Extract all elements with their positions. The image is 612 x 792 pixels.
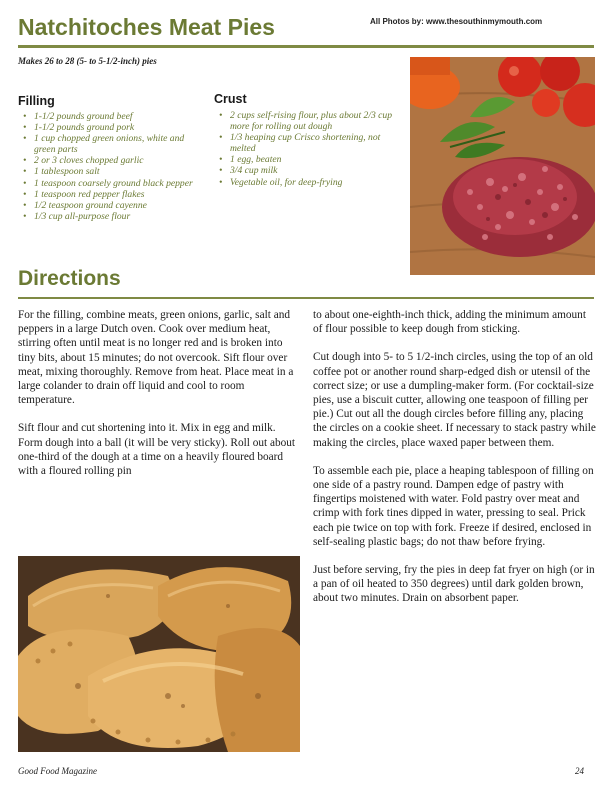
list-item: • 1/3 cup all-purpose flour xyxy=(20,211,200,222)
filling-heading: Filling xyxy=(18,94,55,108)
crust-heading: Crust xyxy=(214,92,247,106)
directions-right-column xyxy=(313,308,597,620)
directions-paragraph: Just before serving, fry the pies in deep fat fryer on high (or in a pan of oil heated to 350 degrees) until dark golden brown, about two minutes. Drain on absorbent paper. xyxy=(313,564,595,605)
filling-list xyxy=(20,111,200,222)
ground-meat-illustration xyxy=(410,57,595,275)
page-title: Natchitoches Meat Pies xyxy=(18,14,275,40)
list-item: • 1 tablespoon salt xyxy=(20,166,200,177)
directions-paragraph: For the filling, combine meats, green onions, garlic, salt and peppers in a large Dutch oven. Cook over medium heat, stirring often until meat is no longer red and is broken into tiny bits, about 15 minutes; do not overcook. Sift flour over meat, mixing thoroughly. Remove from heat. Place meat in a large colander to drain off liquid and cool to room temperature. xyxy=(18,309,294,407)
list-item: • 1-1/2 pounds ground beef xyxy=(20,111,200,122)
directions-heading: Directions xyxy=(18,267,121,290)
header-divider xyxy=(18,45,594,48)
list-item: • 2 cups self-rising flour, plus about 2/3 cup more for rolling out dough xyxy=(216,110,404,132)
crust-list xyxy=(216,110,404,188)
list-item: • 2 or 3 cloves chopped garlic xyxy=(20,155,200,166)
publication-name: Good Food Magazine xyxy=(18,766,97,776)
directions-paragraph: to about one-eighth-inch thick, adding the minimum amount of flour possible to keep dough from sticking. xyxy=(313,309,586,336)
directions-paragraph: Cut dough into 5- to 5 1/2-inch circles, using the top of an old coffee pot or another round sharp-edged dish or utensil of the correct size; or use a dumpling-maker form. (For cocktail-size pies, use a biscuit cutter, allowing one teaspoon of filling per pie.) Cut out all the dough circles before filling any, placing the circles on a cookie sheet. If necessary to stack pastry while making the circles, place waxed paper between them. xyxy=(313,351,596,449)
directions-left-column xyxy=(18,308,300,492)
meat-pies-photo xyxy=(18,556,300,752)
directions-paragraph: To assemble each pie, place a heaping tablespoon of filling on one side of a pastry round. Dampen edge of pastry with fingertips moistened with water. Fold pastry over meat and crimp with fork tines dipped in water, pressing to seal. Prick each pie twice on top with fork. Freeze if desired, enclosed in self-sealing plastic bags; do not thaw before frying. xyxy=(313,464,594,548)
meat-pies-illustration xyxy=(18,556,300,752)
list-item: • 1 teaspoon red pepper flakes xyxy=(20,189,200,200)
ground-meat-photo xyxy=(410,57,595,275)
photo-credit: All Photos by: www.thesouthinmymouth.com xyxy=(370,17,543,26)
list-item: • 1/2 teaspoon ground cayenne xyxy=(20,200,200,211)
directions-paragraph: Sift flour and cut shortening into it. Mix in egg and milk. Form dough into a ball (it will be very sticky). Roll out about one-third of the dough at a time on a heavily floured board with a floured rolling pin xyxy=(18,422,296,478)
list-item: • 1-1/2 pounds ground pork xyxy=(20,122,200,133)
list-item: • Vegetable oil, for deep-frying xyxy=(216,177,404,188)
directions-divider xyxy=(18,297,594,299)
list-item: • 1 egg, beaten xyxy=(216,154,404,165)
list-item: • 1/3 heaping cup Crisco shortening, not melted xyxy=(216,132,404,154)
list-item: • 1 cup chopped green onions, white and green parts xyxy=(20,133,200,155)
list-item: • 1 teaspoon coarsely ground black pepper xyxy=(20,178,200,189)
page-number: 24 xyxy=(575,766,584,776)
recipe-yield: Makes 26 to 28 (5- to 5-1/2-inch) pies xyxy=(18,56,157,66)
list-item: • 3/4 cup milk xyxy=(216,165,404,176)
